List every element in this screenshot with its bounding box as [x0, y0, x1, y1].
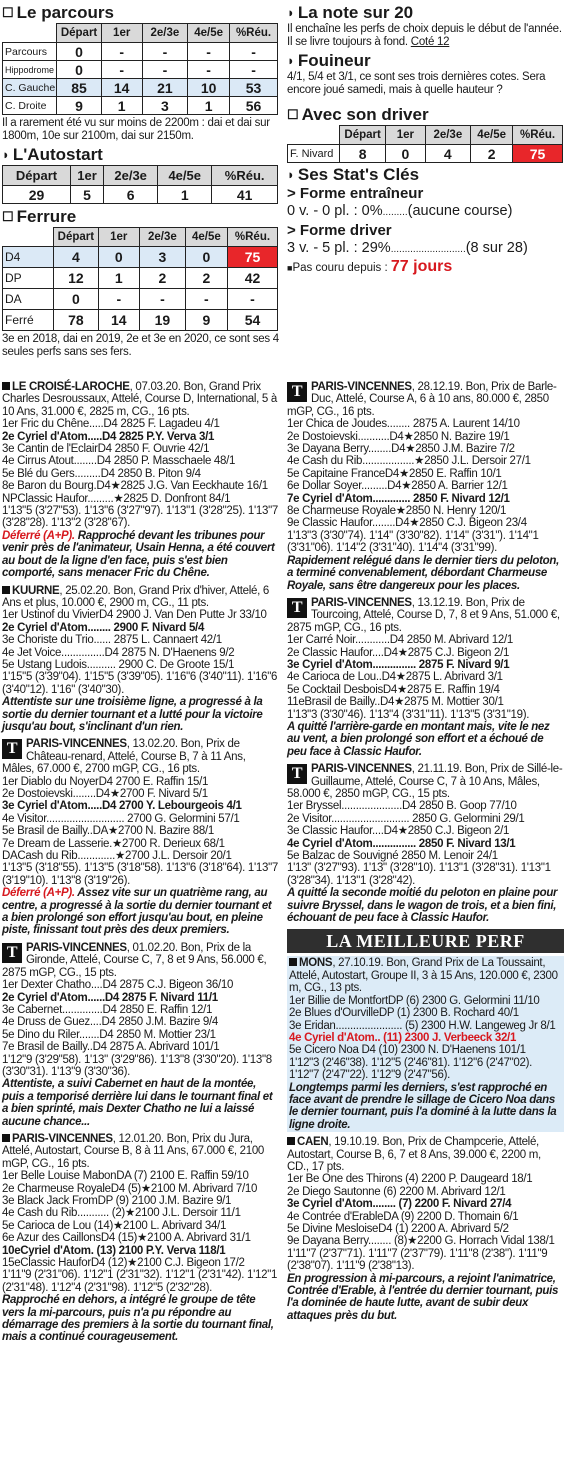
race-block [287, 763, 564, 924]
result-line: 2e Dostoievski........D4★2700 F. Nivard 5/1 [2, 788, 208, 800]
row-label: C. Droite [3, 97, 57, 115]
row-label: Ferré [3, 310, 54, 331]
result-line: NPClassic Haufor.........★2825 D. Donfront 84/1 [2, 492, 231, 505]
race-venue: MONS [299, 957, 333, 970]
table-corner [288, 126, 340, 145]
race-comment: En progression à mi-parcours, a rejoint l'animatrice, Contrée d'Erable, à l'entrée du dernier tournant, puis l'a dominée de haute lutte, avant de subir deux attaques près du but. [287, 1272, 559, 1322]
cell: - [230, 43, 278, 61]
race-times: 1'11"7 (2'37"71). 1'11"7 (2'37"79). 1'11"8 (2'38"). 1'11"9 (2'38"07). 1'11"9 (2'38"13). [287, 1247, 548, 1273]
result-line-highlight: 2e Cyriel d'Atom.....D4 2825 P.Y. Verva 3/1 [2, 430, 215, 443]
square-icon [289, 958, 297, 966]
cell: 5 [71, 186, 104, 204]
comment-text: Attentiste, a suivi Cabernet en haut de la montée, puis a temporisé derrière lui dans le tournant final et a bien sprinté, mais Dexter Chatho ne lui a laissé aucune chance... [2, 1078, 273, 1128]
arrow-right-icon: ◗ [287, 5, 295, 20]
race-times: 1'12"9 (3'29"58). 1'13" (3'29"86). 1'13"8 (3'30"20). 1'13"8 (3'30"31). 1'13"9 (3'30"36). [2, 1053, 272, 1078]
cell: - [98, 289, 139, 310]
race-comment [2, 530, 280, 580]
race-comment [287, 887, 564, 924]
table-header: 1er [101, 24, 142, 43]
checkbox-icon: ☐ [287, 107, 299, 122]
race-comment: Longtemps parmi les derniers, s'est rapproché en face avant de prendre le sillage de Cicero Noa dans le dernier tournant, puis l'a dominé à la lutte dans la ligne droite. [289, 1081, 557, 1131]
caen-race [287, 1136, 564, 1322]
table-header: 2e/3e [142, 24, 188, 43]
cell: 4 [54, 247, 99, 268]
race-details: , 27.10.19. Bon, Grand Prix de La Toussaint, Attelé, Autostart, Groupe II, 3 à 15 Ans, 120.000 €, 2300 m, CG., 13 pts. [289, 957, 558, 995]
race-venue: PARIS-VINCENNES [311, 763, 412, 776]
race-header [287, 1136, 564, 1173]
race-details: , 21.11.19. Bon, Prix de Sillé-le-Guillaume, Attelé, Course C, 7 à 10 Ans, Mâles, 58.000 €, 2850 mGP, CG., 15 pts. [287, 763, 563, 800]
race-comment [2, 887, 280, 937]
checkbox-icon: ☐ [2, 5, 14, 20]
result-line: 5e Cicero Noa D4 (10) 2300 N. D'Haenens 101/1 [289, 1044, 526, 1057]
dot-leader: ........................... [390, 244, 466, 255]
result-line: 5e Ustang Ludois.......... 2900 C. De Groote 15/1 [2, 658, 235, 671]
cell: 14 [98, 310, 139, 331]
cell: 0 [57, 61, 101, 79]
table-header: 4e/5e [185, 228, 227, 247]
cell: 1 [158, 186, 212, 204]
result-line: 2e Blues d'OurvilleDP (1) 2300 B. Rochard 40/1 [289, 1007, 519, 1020]
result-line-highlight: 3e Cyriel d'Atom.....D4 2700 Y. Lebourgeois 4/1 [2, 800, 242, 813]
ferrure-comment: 3e en 2018, dai en 2019, 2e et 3e en 2020, ce sont ses 4 seules perfs sans ses fers. [2, 333, 279, 358]
row-label: F. Nivard [288, 145, 340, 163]
result-line: 4e Cash du Rib..................★2850 J.L. Dersoir 27/1 [287, 455, 531, 468]
cell: 2 [139, 268, 185, 289]
cell: 14 [101, 79, 142, 97]
race-results [2, 418, 280, 505]
cell: 1 [188, 97, 230, 115]
race-comment [2, 1078, 280, 1128]
cell: 54 [227, 310, 277, 331]
race-times: 1'12"3 (2'46"38). 1'12"5 (2'46"81). 1'12"6 (2'47"02). 1'12"7 (2'47"22). 1'12"9 (2'47"56). [289, 1056, 532, 1082]
result-line: 5e Cocktail DesboisD4★2875 E. Raffin 19/4 [287, 683, 500, 696]
cell: - [142, 43, 188, 61]
race-comment [287, 555, 564, 592]
autostart-table [2, 165, 278, 204]
cell: - [188, 61, 230, 79]
race-times: 1'11"9 (2'31"06). 1'12"1 (2'31"32). 1'12"1 (2'31"42). 1'12"1 (2'31"48). 1'12"4 (2'31"98). 1'12"5 (2'32"28). [2, 1269, 278, 1294]
fouineur-title: Fouineur [297, 51, 371, 70]
result-line: 6e Azur des CaillonsD4 (15)★2100 A. Abrivard 31/1 [2, 1232, 251, 1245]
result-line: 3e Cantin de l'EclairD4 2850 F. Ouvrie 42/1 [2, 443, 210, 456]
race-details: , 13.02.20. Bon, Prix de Château-renard, Attelé, Course B, 7 à 11 Ans, Mâles, 67.000 €, 2700 mGP, CG., 16 pts. [2, 738, 246, 776]
cell: 78 [54, 310, 99, 331]
table-header: 2e/3e [104, 166, 158, 186]
fouineur-heading [287, 51, 564, 70]
arrow-right-icon: ◗ [2, 147, 10, 162]
cell: 42 [227, 268, 277, 289]
result-line: 7e Dream de Lasserie.★2700 R. Derieux 68/1 [2, 837, 225, 850]
square-icon [287, 1137, 295, 1145]
row-label: Hippodrome [3, 61, 57, 79]
parcours-title: Le parcours [16, 3, 114, 22]
race-comment [2, 696, 280, 733]
result-line-highlight: 4e Cyriel d'Atom.. (11) 2300 J. Verbeeck 32/1 [289, 1031, 517, 1044]
cell: 1 [101, 97, 142, 115]
result-line: 2e Charmeuse RoyaleD4 (5)★2100 M. Abrivard 7/10 [2, 1182, 258, 1195]
result-line: 8e Baron du Bourg.D4★2825 J.G. Van Eeckhaute 16/1 [2, 480, 268, 493]
table-row [3, 186, 278, 204]
parcours-heading [2, 3, 280, 22]
race-results [2, 776, 280, 863]
table-row [3, 79, 278, 97]
race-block [2, 942, 280, 1128]
dot-leader: ......... [382, 207, 408, 218]
result-line-highlight: 2e Cyriel d'Atom........ 2900 F. Nivard 5/4 [2, 621, 205, 634]
table-header: Départ [340, 126, 386, 145]
cell: - [101, 61, 142, 79]
result-line: 3e Cabernet..............D4 2850 E. Raffin 12/1 [2, 1003, 213, 1016]
race-results [2, 609, 280, 671]
right-stats-column [287, 2, 564, 276]
race-header [2, 585, 280, 610]
note-comment [287, 23, 564, 49]
race-venue: KUURNE [12, 584, 60, 597]
cell: 85 [57, 79, 101, 97]
race-block [287, 597, 564, 758]
result-line-highlight: 4e Cyriel d'Atom............... 2850 F. Nivard 13/1 [287, 837, 516, 850]
race-times: 1'13"5 (3'27"53). 1'13"6 (3'27"97). 1'13"1 (3'28"25). 1'13"7 (3'28"28). 1'13"2 (3'28"67). [2, 505, 278, 530]
race-results [2, 979, 280, 1053]
entraineur-value: 0 v. - 0 pl. : 0% [287, 203, 383, 219]
cell: 41 [212, 186, 278, 204]
row-label: Parcours [3, 43, 57, 61]
race-venue: LE CROISÉ-LAROCHE [12, 381, 130, 393]
arrow-right-icon: ◗ [287, 167, 295, 182]
vincennes-logo-icon: T [2, 739, 22, 759]
race-header [2, 942, 280, 979]
race-venue: PARIS-VINCENNES [311, 596, 412, 609]
result-line: 3e Choriste du Trio...... 2875 L. Cannaert 42/1 [2, 634, 222, 647]
race-details: , 19.10.19. Bon, Prix de Champcerie, Attelé, Autostart, Course B, 6, 7 et 8 Ans, 39.000 €, 2200 m, CD., 17 pts. [287, 1136, 541, 1173]
note-cote: Coté 12 [410, 36, 450, 48]
result-line: 2e Diego Sautonne (6) 2200 M. Abrivard 12/1 [287, 1185, 506, 1198]
cell: - [139, 289, 185, 310]
driver-stat [287, 239, 564, 259]
result-line: 1er Carré Noir............D4 2850 M. Abrivard 12/1 [287, 634, 513, 647]
result-line: 1er Diablo du NoyerD4 2700 E. Raffin 15/1 [2, 775, 209, 788]
pas-couru-value: 77 jours [390, 258, 453, 275]
cell: 1 [98, 268, 139, 289]
race-times: 1'13"3 (3'30"74). 1'14" (3'30"82). 1'14" (3'31"). 1'14"1 (3'31"06). 1'14"2 (3'31"40). 1'14"4 (3'31"99). [287, 529, 539, 555]
cell: 9 [57, 97, 101, 115]
meilleure-perf-banner: LA MEILLEURE PERF [287, 929, 564, 953]
race-comment [287, 721, 564, 758]
note-heading [287, 3, 564, 22]
cell: 6 [104, 186, 158, 204]
race-header [289, 957, 562, 994]
square-icon [2, 1134, 10, 1142]
driver-detail: (8 sur 28) [465, 240, 528, 256]
cell: 0 [185, 247, 227, 268]
race-details: , 01.02.20. Bon, Prix de la Gironde, Attelé, Course C, 7, 8 et 9 Ans, 56.000 €, 2875 mGP, CG., 15 pts. [2, 941, 267, 979]
result-line: 2e Classic Haufor....D4★2875 C.J. Bigeon 2/1 [287, 646, 510, 659]
race-times: 1'13"5 (3'18"55). 1'13"5 (3'18"58). 1'13"6 (3'18"64). 1'13"7 (3'19"10). 1'13"8 (3'19"26). [2, 862, 278, 887]
parcours-comment: Il a rarement été vu sur moins de 2200m : dai et dai sur 1800m, 10e sur 2100m, dai sur 2150m. [2, 117, 270, 142]
race-block [2, 585, 280, 734]
result-line: 4e Druss de Guez....D4 2850 J.M. Bazire 9/4 [2, 1016, 218, 1029]
result-line: 2e Dostoievski...........D4★2850 N. Bazire 19/1 [287, 430, 510, 443]
result-line: 1er Billie de MontfortDP (6) 2300 G. Gelormini 11/10 [289, 994, 540, 1007]
race-details: , 25.02.20. Bon, Grand Prix d'hiver, Attelé, 6 Ans et plus, 10.000 €, 2900 m, CG., 11 pts. [2, 584, 269, 609]
vincennes-logo-icon: T [287, 764, 307, 784]
races-right-column [287, 381, 564, 1327]
table-header: 4e/5e [471, 126, 513, 145]
result-line: 5e Blé du Gers.........D4 2850 B. Piton 9/4 [2, 467, 201, 480]
race-block [2, 381, 280, 580]
table-header: %Réu. [230, 24, 278, 43]
driver-table [287, 125, 563, 163]
cell: - [101, 43, 142, 61]
table-header: Départ [54, 228, 99, 247]
result-line: 5e Balzac de Souvigné 2850 M. Lenoir 24/1 [287, 850, 498, 863]
result-line: 1er Ustinof du VivierD4 2900 J. Van Den Putte Jr 33/10 [2, 609, 267, 622]
race-block [2, 738, 280, 937]
result-line: 5e Dino du Riler.......D4 2850 M. Mottier 23/1 [2, 1028, 216, 1041]
autostart-heading [2, 145, 280, 164]
race-results [289, 995, 562, 1057]
parcours-table [2, 23, 278, 115]
result-line: 1er Be One des Thirons (4) 2200 P. Daugeard 18/1 [287, 1173, 533, 1186]
cell: 0 [98, 247, 139, 268]
note-text: Il enchaîne les perfs de choix depuis le début de l'année. Il se livre toujours à fond. [287, 23, 562, 48]
ferrure-heading [2, 207, 280, 226]
arrow-right-icon: ◗ [287, 53, 295, 68]
comment-text: Rapproché devant les tribunes pour venir près de l'animateur, Usain Henna, a été couvert au bout de la ligne d'en face, puis s'est bien comporté, sans menacer Fric du Chêne. [2, 529, 275, 580]
cell: - [188, 43, 230, 61]
autostart-title: L'Autostart [12, 145, 103, 164]
entraineur-detail: (aucune course) [407, 203, 513, 219]
table-header: 1er [98, 228, 139, 247]
row-label: DA [3, 289, 54, 310]
meilleure-perf-race [287, 956, 564, 1132]
table-header: Départ [57, 24, 101, 43]
cell: 8 [340, 145, 386, 163]
comment-text: A quitté la seconde moitié du peloton en plaine pour suivre Bryssel, dans le wagon de trois, et a bien fini, échouant de peu face à Classic Haufor. [287, 887, 558, 925]
result-line: DACash du Rib.............★2700 J.L. Dersoir 20/1 [2, 850, 232, 863]
race-venue: PARIS-VINCENNES [311, 381, 412, 393]
left-stats-column [2, 2, 280, 361]
result-line: 1er Bryssel.....................D4 2850 B. Goop 77/10 [287, 800, 517, 813]
table-header: %Réu. [513, 126, 563, 145]
cell: 0 [54, 289, 99, 310]
table-header: %Réu. [227, 228, 277, 247]
comment-text: A quitté l'arrière-garde en montant mais, vite le nez au vent, a bien prolongé son effort et a échoué de peu face à Classic Haufor. [287, 720, 550, 758]
result-line: 5e Divine MesloiseD4 (1) 2200 A. Abrivard 5/2 [287, 1223, 509, 1235]
table-header: 2e/3e [425, 126, 471, 145]
result-line: 4e Cash du Rib........... (2)★2100 J.L. Dersoir 11/1 [2, 1207, 241, 1220]
cell: 29 [3, 186, 71, 204]
driver-value: 3 v. - 5 pl. : 29% [287, 240, 391, 256]
race-details: , 13.12.19. Bon, Prix de Tourcoing, Attelé, Course D, 7, 8 et 9 Ans, 51.000 €, 2875 mGP, CG., 16 pts. [287, 596, 560, 634]
table-row [3, 268, 278, 289]
race-header [2, 381, 280, 418]
cell: 53 [230, 79, 278, 97]
table-row [3, 43, 278, 61]
pas-couru [287, 259, 564, 276]
cell: 2 [185, 268, 227, 289]
table-corner [3, 228, 54, 247]
result-line: 3e Classic Haufor....D4★2850 C.J. Bigeon 2/1 [287, 825, 510, 838]
row-label: DP [3, 268, 54, 289]
race-results [287, 634, 564, 708]
race-times: 1'13" (3'27"93). 1'13" (3'28"10). 1'13"1 (3'28"31). 1'13"1 (3'28"34). 1'13"1 (3'28"42). [287, 862, 551, 887]
race-block [2, 1133, 280, 1344]
race-venue: PARIS-VINCENNES [26, 738, 127, 751]
driver-heading [287, 105, 564, 124]
race-results [2, 1170, 280, 1269]
result-line: 4e Contrée d'ErableDA (9) 2200 D. Thomain 6/1 [287, 1210, 519, 1223]
cell: 12 [54, 268, 99, 289]
result-line: 5e Capitaine FranceD4★2850 E. Raffin 10/1 [287, 467, 502, 480]
result-line: 3e Dayana Berry........D4★2850 J.M. Bazire 7/2 [287, 443, 515, 456]
race-block [287, 381, 564, 592]
entraineur-stat [287, 202, 564, 222]
table-corner [3, 24, 57, 43]
deferre-note: Déferré (A+P). [2, 887, 75, 900]
note-title: La note sur 20 [297, 3, 414, 22]
table-row [288, 145, 563, 163]
table-header: 1er [71, 166, 104, 186]
cell: 21 [142, 79, 188, 97]
result-line: 5e Carioca de Lou (14)★2100 L. Abrivard 34/1 [2, 1219, 227, 1232]
square-icon [2, 586, 10, 594]
table-row [3, 310, 278, 331]
result-line-highlight: 3e Cyriel d'Atom............... 2875 F. Nivard 9/1 [287, 658, 510, 671]
vincennes-logo-icon: T [2, 943, 22, 963]
race-times: 1'15"5 (3'39"04). 1'15"5 (3'39"05). 1'16"6 (3'40"11). 1'16"6 (3'40"12). 1'16" (3'40"30). [2, 671, 278, 696]
result-line: 4e Carioca de Lou..D4★2875 L. Abrivard 3/1 [287, 671, 503, 684]
pas-couru-label: Pas couru depuis : [292, 262, 388, 274]
table-header: 2e/3e [139, 228, 185, 247]
cell: 4 [425, 145, 471, 163]
highlight-cell: 75 [513, 145, 563, 163]
ferrure-title: Ferrure [16, 207, 77, 226]
table-row [3, 97, 278, 115]
race-header [287, 763, 564, 800]
race-venue: PARIS-VINCENNES [26, 941, 127, 954]
races-right-list [287, 381, 564, 924]
cell: 0 [386, 145, 425, 163]
table-header: %Réu. [212, 166, 278, 186]
table-header: 4e/5e [188, 24, 230, 43]
race-times: 1'13"3 (3'30"46). 1'13"4 (3'31"11). 1'13"5 (3'31"19). [287, 708, 530, 721]
race-venue: CAEN [297, 1136, 329, 1149]
result-line: 9e Dayana Berry........ (8)★2200 G. Horrach Vidal 138/1 [287, 1235, 555, 1248]
cell: 2 [471, 145, 513, 163]
ferrure-table [2, 227, 278, 331]
cell: 9 [185, 310, 227, 331]
comment-text: Assez vite sur un quatrième rang, au centre, a progressé à la sortie du dernier tournant et a bien prolongé son effort jusqu'au bout, en pleine piste, finissant tout près des deux premiers. [2, 887, 272, 937]
cell: 56 [230, 97, 278, 115]
result-line-highlight: 3e Cyriel d'Atom........ (7) 2200 F. Nivard 27/4 [287, 1198, 512, 1211]
cell: - [185, 289, 227, 310]
result-line: 11eBrasil de Bailly..D4★2875 M. Mottier 30/1 [287, 696, 504, 709]
driver-title: Avec son driver [301, 105, 429, 124]
result-line: 1er Chica de Joudes........ 2875 A. Laurent 14/10 [287, 418, 520, 431]
result-line: 7e Brasil de Bailly..D4 2875 A. Abrivard 101/1 [2, 1041, 220, 1054]
highlight-cell: 75 [227, 247, 277, 268]
result-line: 4e Cirrus Atout........D4 2850 P. Masschaele 48/1 [2, 455, 236, 468]
cell: 10 [188, 79, 230, 97]
result-line: 4e Jet Voice...............D4 2875 N. D'Haenens 9/2 [2, 646, 235, 659]
race-results [287, 1173, 564, 1247]
comment-text: Attentiste sur une troisième ligne, a progressé à la sortie du dernier tournant et a lutté pour la victoire jusqu'au bout, s'inclinant d'un rien. [2, 696, 263, 733]
race-results [287, 418, 564, 530]
stats-heading [287, 165, 564, 184]
fouineur-comment: 4/1, 5/4 et 3/1, ce sont ses trois dernières cotes. Sera encore joué samedi, mais à quelle hauteur ? [287, 71, 546, 96]
race-comment [2, 1294, 280, 1344]
result-line: 5e Brasil de Bailly..DA★2700 N. Bazire 88/1 [2, 825, 214, 838]
result-line-highlight: 7e Cyriel d'Atom............. 2850 F. Nivard 12/1 [287, 492, 510, 505]
race-header [287, 597, 564, 634]
result-line: 3e Black Jack FromDP (9) 2100 J.M. Bazire 9/1 [2, 1195, 232, 1207]
cell: 0 [57, 43, 101, 61]
table-header: Départ [3, 166, 71, 186]
result-line: 1er Belle Louise MabonDA (7) 2100 E. Raffin 59/10 [2, 1170, 249, 1183]
result-line: 4e Visitor........................... 2700 G. Gelormini 57/1 [2, 812, 240, 825]
cell: - [142, 61, 188, 79]
row-label: C. Gauche [3, 79, 57, 97]
table-row [3, 289, 278, 310]
bullet-icon: ■ [287, 263, 293, 273]
result-line-highlight: 2e Cyriel d'Atom......D4 2875 F. Nivard 11/1 [2, 991, 218, 1004]
race-header [2, 738, 280, 775]
race-results [287, 800, 564, 862]
checkbox-icon: ☐ [2, 209, 14, 224]
table-header: 1er [386, 126, 425, 145]
cell: - [230, 61, 278, 79]
result-line: 15eClassic HauforD4 (12)★2100 C.J. Bigeon 17/2 [2, 1257, 245, 1270]
cell: - [227, 289, 277, 310]
result-line-highlight: 10eCyriel d'Atom. (13) 2100 P.Y. Verva 118/1 [2, 1244, 226, 1257]
race-details: , 28.12.19. Bon, Prix de Barle-Duc, Attelé, Course A, 6 à 10 ans, 80.000 €, 2850 mGP, CG., 16 pts. [287, 381, 557, 418]
race-details: , 07.03.20. Bon, Grand Prix Charles Desroussaux, Attelé, Course D, International, 5 à 10 Ans, 31.000 €, 2825 m, CG., 16 pts. [2, 381, 278, 418]
comment-text: Rapproché en dehors, a intégré le groupe de tête vers la mi-parcours, puis n'a pu répondre au démarrage des premiers à la sortie du tournant final, mais a continué courageusement. [2, 1294, 274, 1344]
result-line: 6e Dollar Soyer.........D4★2850 A. Barrier 12/1 [287, 480, 508, 493]
table-row [3, 61, 278, 79]
race-venue: PARIS-VINCENNES [12, 1132, 113, 1145]
races-left-column [2, 381, 280, 1349]
cell: 3 [139, 247, 185, 268]
row-label: D4 [3, 247, 54, 268]
race-header [287, 381, 564, 418]
vincennes-logo-icon: T [287, 382, 307, 402]
race-details: , 12.01.20. Bon, Prix du Jura, Attelé, Autostart, Course B, 8 à 11 Ans, 67.000 €, 2100 mGP, CG., 16 pts. [2, 1132, 265, 1170]
result-line: 8e Charmeuse Royale★2850 N. Henry 120/1 [287, 505, 507, 518]
cell: 19 [139, 310, 185, 331]
result-line: 9e Classic Haufor........D4★2850 C.J. Bigeon 23/4 [287, 517, 527, 530]
stats-title: Ses Stat's Clés [297, 165, 420, 184]
deferre-note: Déferré (A+P). [2, 529, 75, 542]
comment-text: Rapidement relégué dans le dernier tiers du peloton, a terminé convenablement, débordant Charmeuse Royale, sans être dangereux pour les places. [287, 554, 559, 592]
vincennes-logo-icon: T [287, 598, 307, 618]
race-header [2, 1133, 280, 1170]
result-line: 1er Fric du Chêne.....D4 2825 F. Lagadeu 4/1 [2, 418, 220, 431]
result-line: 2e Visitor........................... 2850 G. Gelormini 29/1 [287, 812, 525, 825]
table-header: 4e/5e [158, 166, 212, 186]
result-line: 1er Dexter Chatho....D4 2875 C.J. Bigeon 36/10 [2, 979, 234, 992]
result-line: 3e Eridan....................... (5) 2300 H.W. Langeweg Jr 8/1 [289, 1019, 556, 1032]
driver-form-heading: > Forme driver [287, 222, 392, 239]
cell: 3 [142, 97, 188, 115]
square-icon [2, 382, 10, 390]
entraineur-heading: > Forme entraîneur [287, 185, 424, 202]
table-row [3, 247, 278, 268]
